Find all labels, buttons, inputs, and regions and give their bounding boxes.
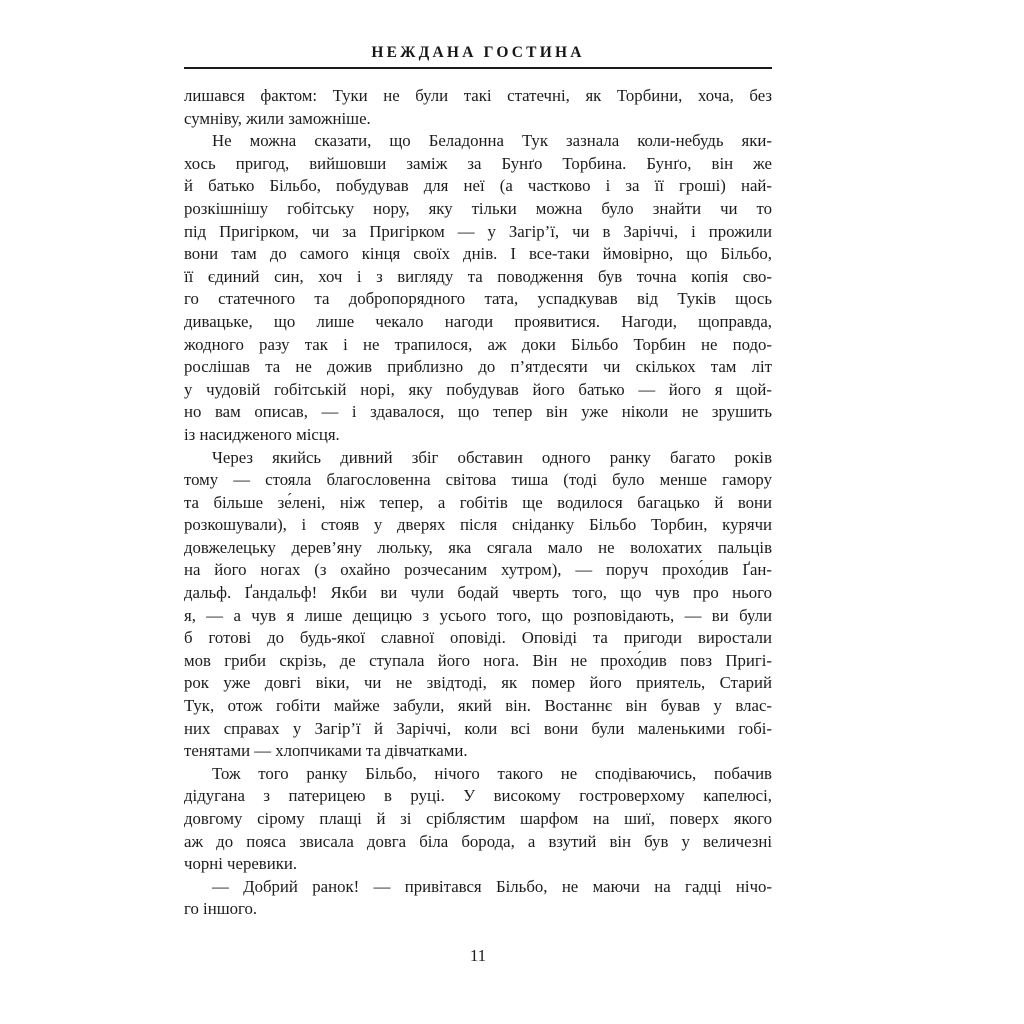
text-line: аж до пояса звисала довга біла борода, а взутий він був у величезні — [184, 831, 772, 851]
text-line: — Добрий ранок! — привітався Більбо, не маючи на гадці нічо- — [212, 876, 772, 896]
text-line: Тож того ранку Більбо, нічого такого не сподіваючись, побачив — [212, 763, 772, 783]
text-line: Через якийсь дивний збіг обставин одного ранку багато років — [212, 447, 772, 467]
text-line: рок уже довгі віки, чи не звідтоді, як помер його приятель, Старий — [184, 673, 772, 693]
text-line: Тук, отож гобіти майже забули, який він. Востаннє він бував у влас- — [184, 696, 772, 716]
paragraph — [184, 447, 772, 763]
text-line: довжелецьку дерев’яну люльку, яка сягала мало не волохатих пальців — [184, 537, 772, 557]
text-line: довгому сірому плащі й зі сріблястим шарфом на шиї, поверх якого — [184, 809, 772, 828]
text-line: її єдиний син, хоч і з вигляду та поводження був точна копія сво- — [184, 266, 772, 286]
text-line: розкішнішу гобітську нору, яку тільки можна було знайти чи то — [184, 198, 772, 218]
running-head-title: НЕЖДАНА ГОСТИНА — [371, 44, 585, 61]
text-line: тенятами — хлопчиками та дівчатками. — [184, 741, 468, 761]
paragraph — [184, 763, 772, 876]
text-line: у чудовій гобітській норі, яку побудував його батько — його я щой- — [184, 379, 772, 399]
text-line: під Пригірком, чи за Пригірком — у Загір’ї, чи в Заріччі, і прожили — [184, 221, 772, 241]
text-line: го іншого. — [184, 899, 258, 919]
text-line: лишався фактом: Туки не були такі статечні, як Торбини, хоча, без — [184, 86, 772, 105]
text-line: чорні черевики. — [184, 854, 298, 874]
paragraph — [184, 130, 772, 446]
text-line: тому — стояла благословенна світова тиша (тоді було менше гамору — [184, 470, 772, 490]
page-body — [184, 85, 772, 921]
text-line: Не можна сказати, що Беладонна Тук зазнала коли-небудь яки- — [212, 131, 772, 151]
text-line: но вам описав, — і здавалося, що тепер він уже ніколи не зрушить — [184, 402, 772, 422]
text-line: розкошували), і стояв у дверях після сніданку Більбо Торбин, курячи — [184, 515, 772, 535]
page-number: 11 — [469, 946, 487, 965]
text-line: та більше зе́лені, ніж тепер, а гобітів ще водилося багацько й вони — [184, 492, 772, 512]
text-line: них справах у Загір’ї й Заріччі, коли всі вони були маленькими гобі- — [184, 718, 772, 738]
text-line: мов гриби скрізь, де ступала його нога. Він не прохо́див повз Пригі- — [184, 650, 772, 670]
paragraph — [184, 876, 772, 921]
text-line: хось пригод, вийшовши заміж за Бунґо Торбина. Бунґо, він же — [184, 153, 772, 173]
text-line: вони там до самого кінця своїх днів. І все-таки ймовірно, що Більбо, — [184, 244, 772, 264]
text-line: дивацьке, що лише чекало нагоди проявитися. Нагоди, щоправда, — [184, 311, 772, 331]
text-line: я, — а чув я лише дещицю з усього того, що розповідають, — ви були — [184, 605, 772, 625]
text-line: жодного разу так і не трапилося, аж доки Більбо Торбин не подо- — [184, 334, 772, 354]
text-line: на його ногах (з охайно розчесаним хутром), — поруч прохо́див Ґан- — [184, 560, 772, 580]
text-line: рослішав та не дожив приблизно до п’ятдесяти чи скількох там літ — [184, 357, 772, 377]
text-line: б готові до будь-якої славної оповіді. Оповіді та пригоди виростали — [184, 628, 772, 648]
text-line: й батько Більбо, побудував для неї (а частково і за її гроші) най- — [184, 176, 772, 196]
header-rule-divider — [184, 67, 772, 69]
paragraph — [184, 85, 772, 130]
text-line: дальф. Ґандальф! Якби ви чули бодай чверть того, що чув про нього — [184, 583, 772, 603]
text-line: го статечного та добропорядного тата, успадкував від Туків щось — [184, 289, 772, 309]
text-line: дідугана з патерицею в руці. У високому гостроверхому капелюсі, — [184, 786, 772, 806]
text-line: із насидженого місця. — [184, 424, 340, 444]
text-line: сумніву, жили заможніше. — [184, 108, 371, 128]
